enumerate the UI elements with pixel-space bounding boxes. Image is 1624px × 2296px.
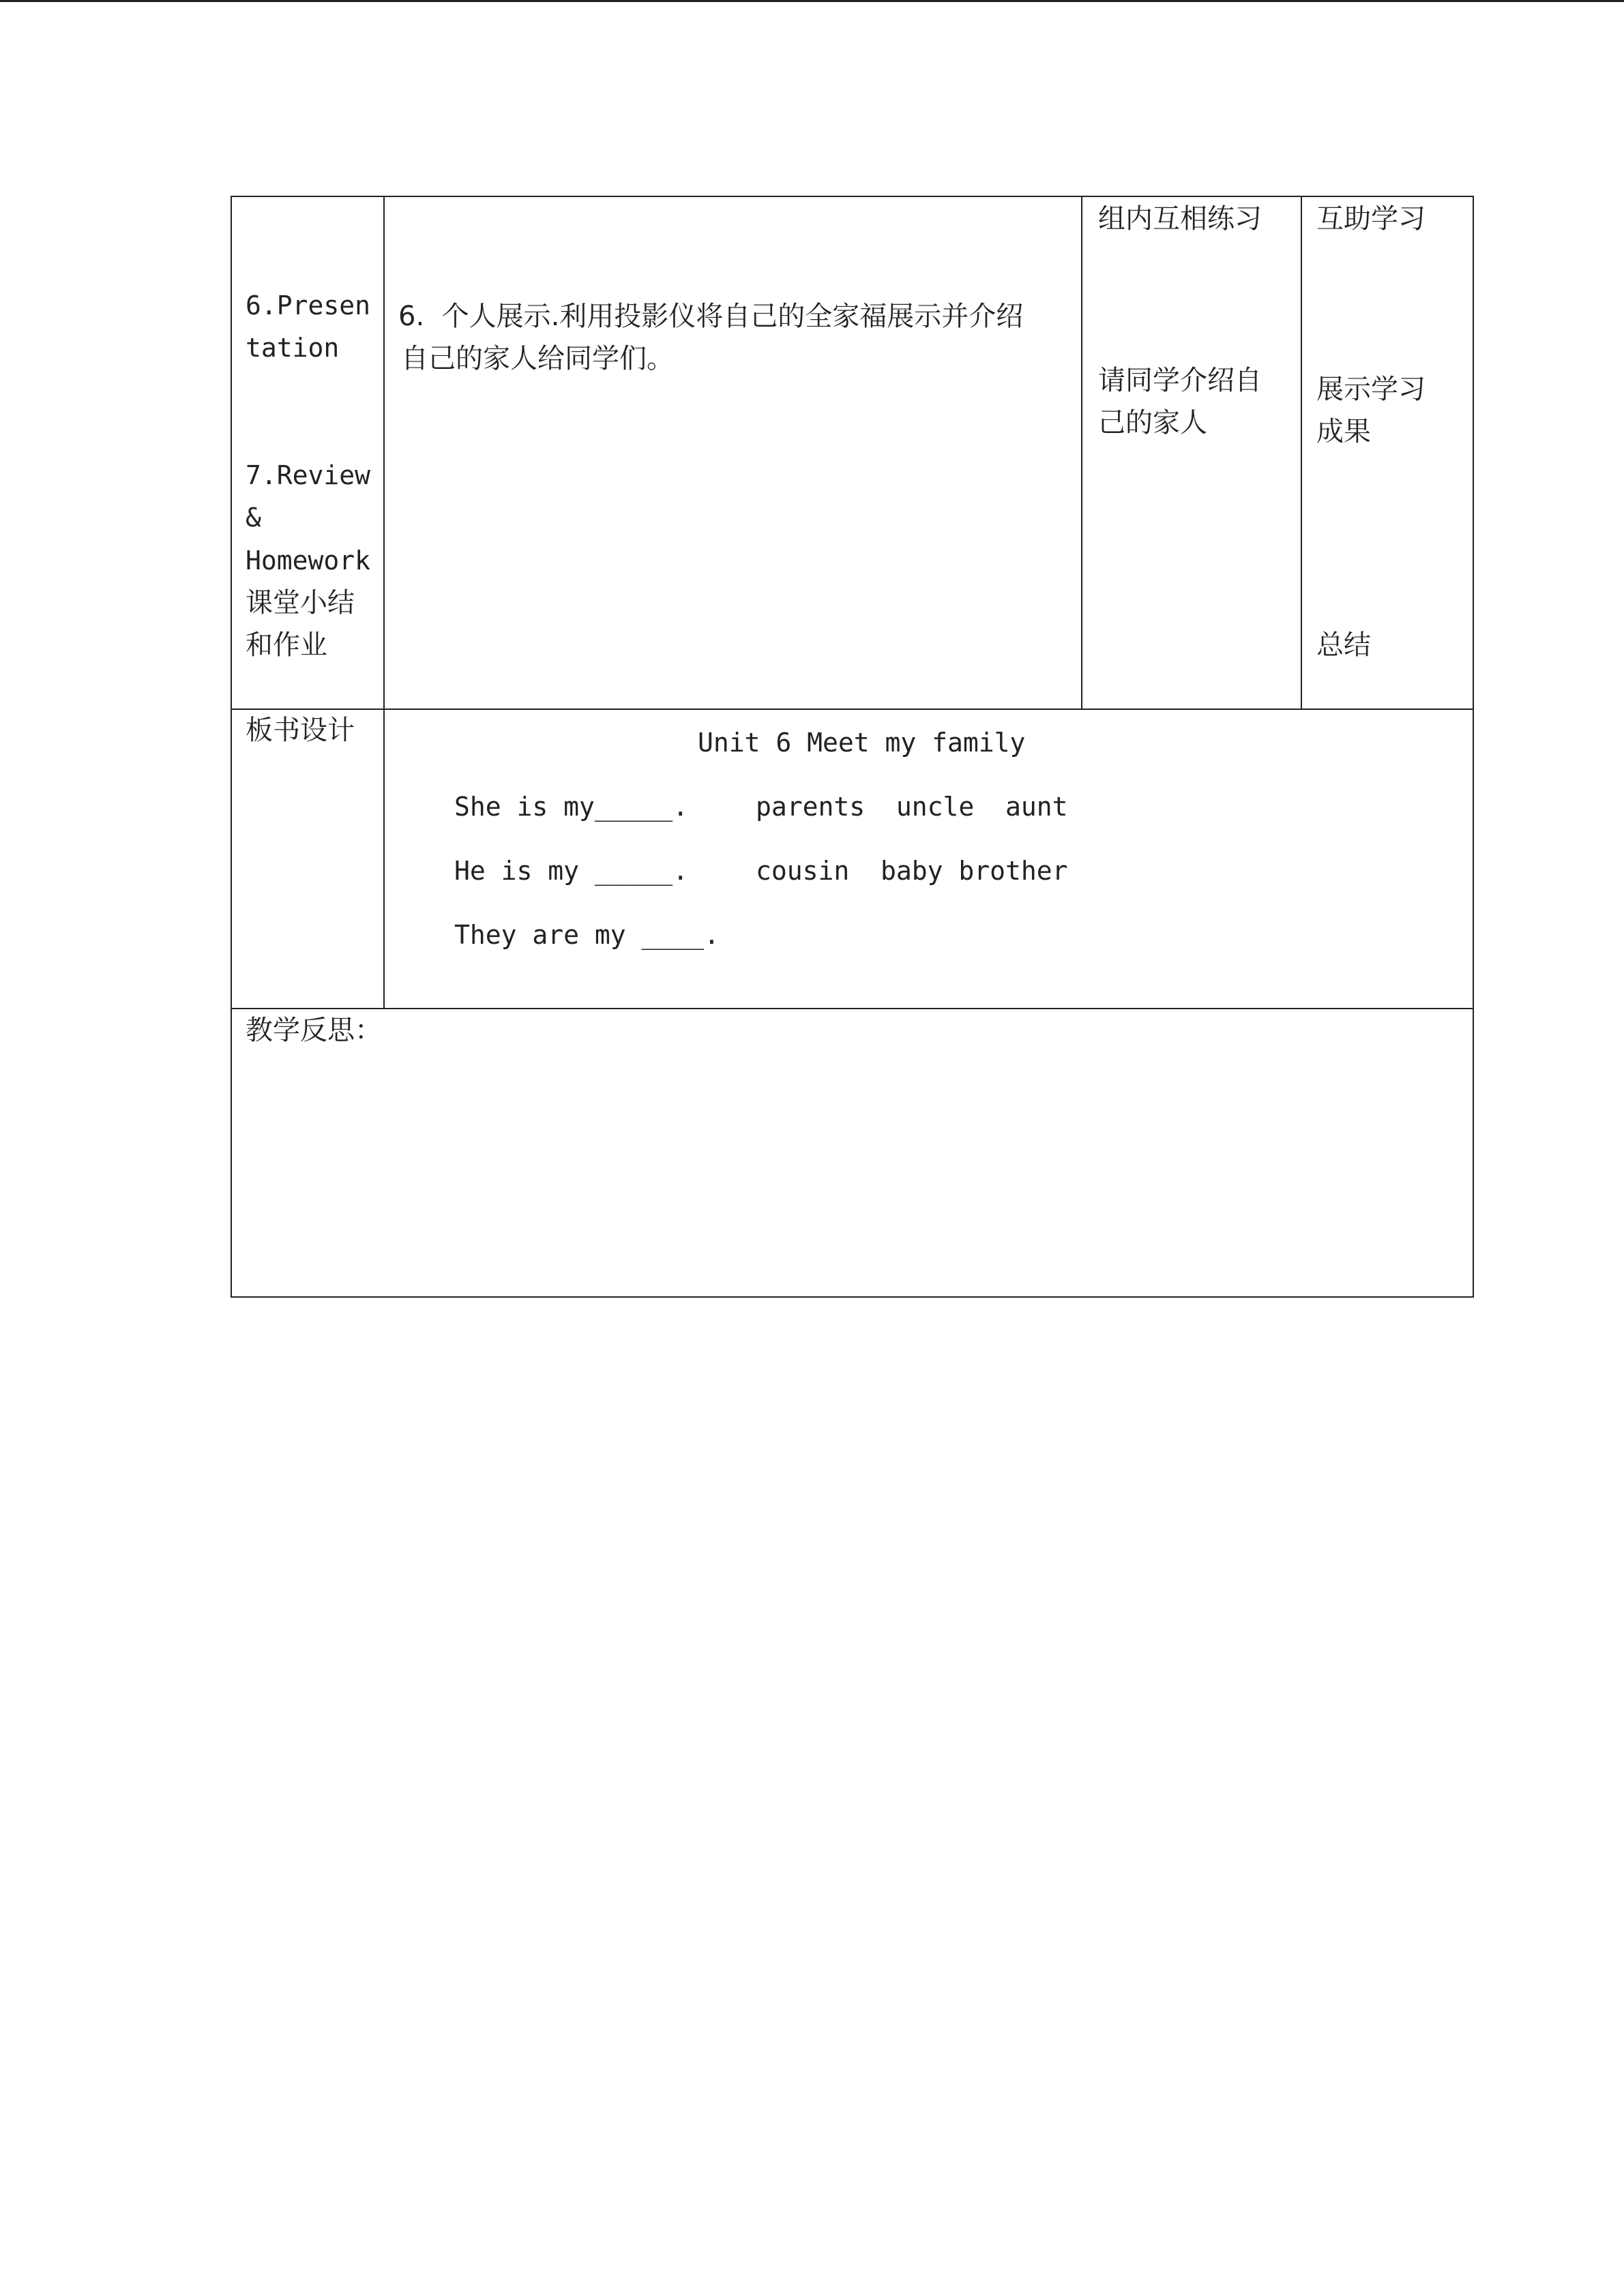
step7-line5: 和作业: [246, 629, 327, 661]
introduce-family-line2: 己的家人: [1098, 407, 1207, 438]
activity-line2: 自己的家人给同学们。: [401, 343, 674, 374]
summary-label: 总结: [1316, 629, 1371, 661]
sentence-he: He is my _____.: [454, 856, 689, 886]
activity-line1: 6. 个人展示.利用投影仪将自己的全家福展示并介绍: [398, 301, 1024, 332]
row-divider-1: [231, 709, 1474, 710]
step7-line3: Homework: [246, 546, 371, 576]
teaching-reflection-label: 教学反思：: [246, 1015, 382, 1046]
vocab-line1: parents uncle aunt: [756, 792, 1068, 822]
mutual-learning-label: 互助学习: [1316, 203, 1426, 235]
blackboard-title: Unit 6 Meet my family: [698, 728, 1026, 758]
show-results-line2: 成果: [1316, 416, 1371, 447]
introduce-family-line1: 请同学介绍自: [1098, 365, 1262, 396]
step6-line1: 6.Presen: [246, 290, 371, 320]
vocab-line2: cousin baby brother: [756, 856, 1068, 886]
sentence-they: They are my ____.: [454, 920, 720, 950]
step7-line1: 7.Review: [246, 460, 371, 490]
col-divider-3: [1301, 196, 1302, 710]
col-divider-2: [1081, 196, 1082, 710]
row-divider-2: [231, 1008, 1474, 1009]
step7-line4: 课堂小结: [246, 587, 355, 618]
sentence-she: She is my_____.: [454, 792, 689, 822]
step6-line2: tation: [246, 333, 340, 363]
group-practice-label: 组内互相练习: [1098, 203, 1262, 235]
blackboard-design-label: 板书设计: [246, 715, 355, 746]
step7-line2: &: [246, 503, 261, 533]
col-divider-1: [383, 196, 385, 1009]
show-results-line1: 展示学习: [1316, 374, 1426, 405]
